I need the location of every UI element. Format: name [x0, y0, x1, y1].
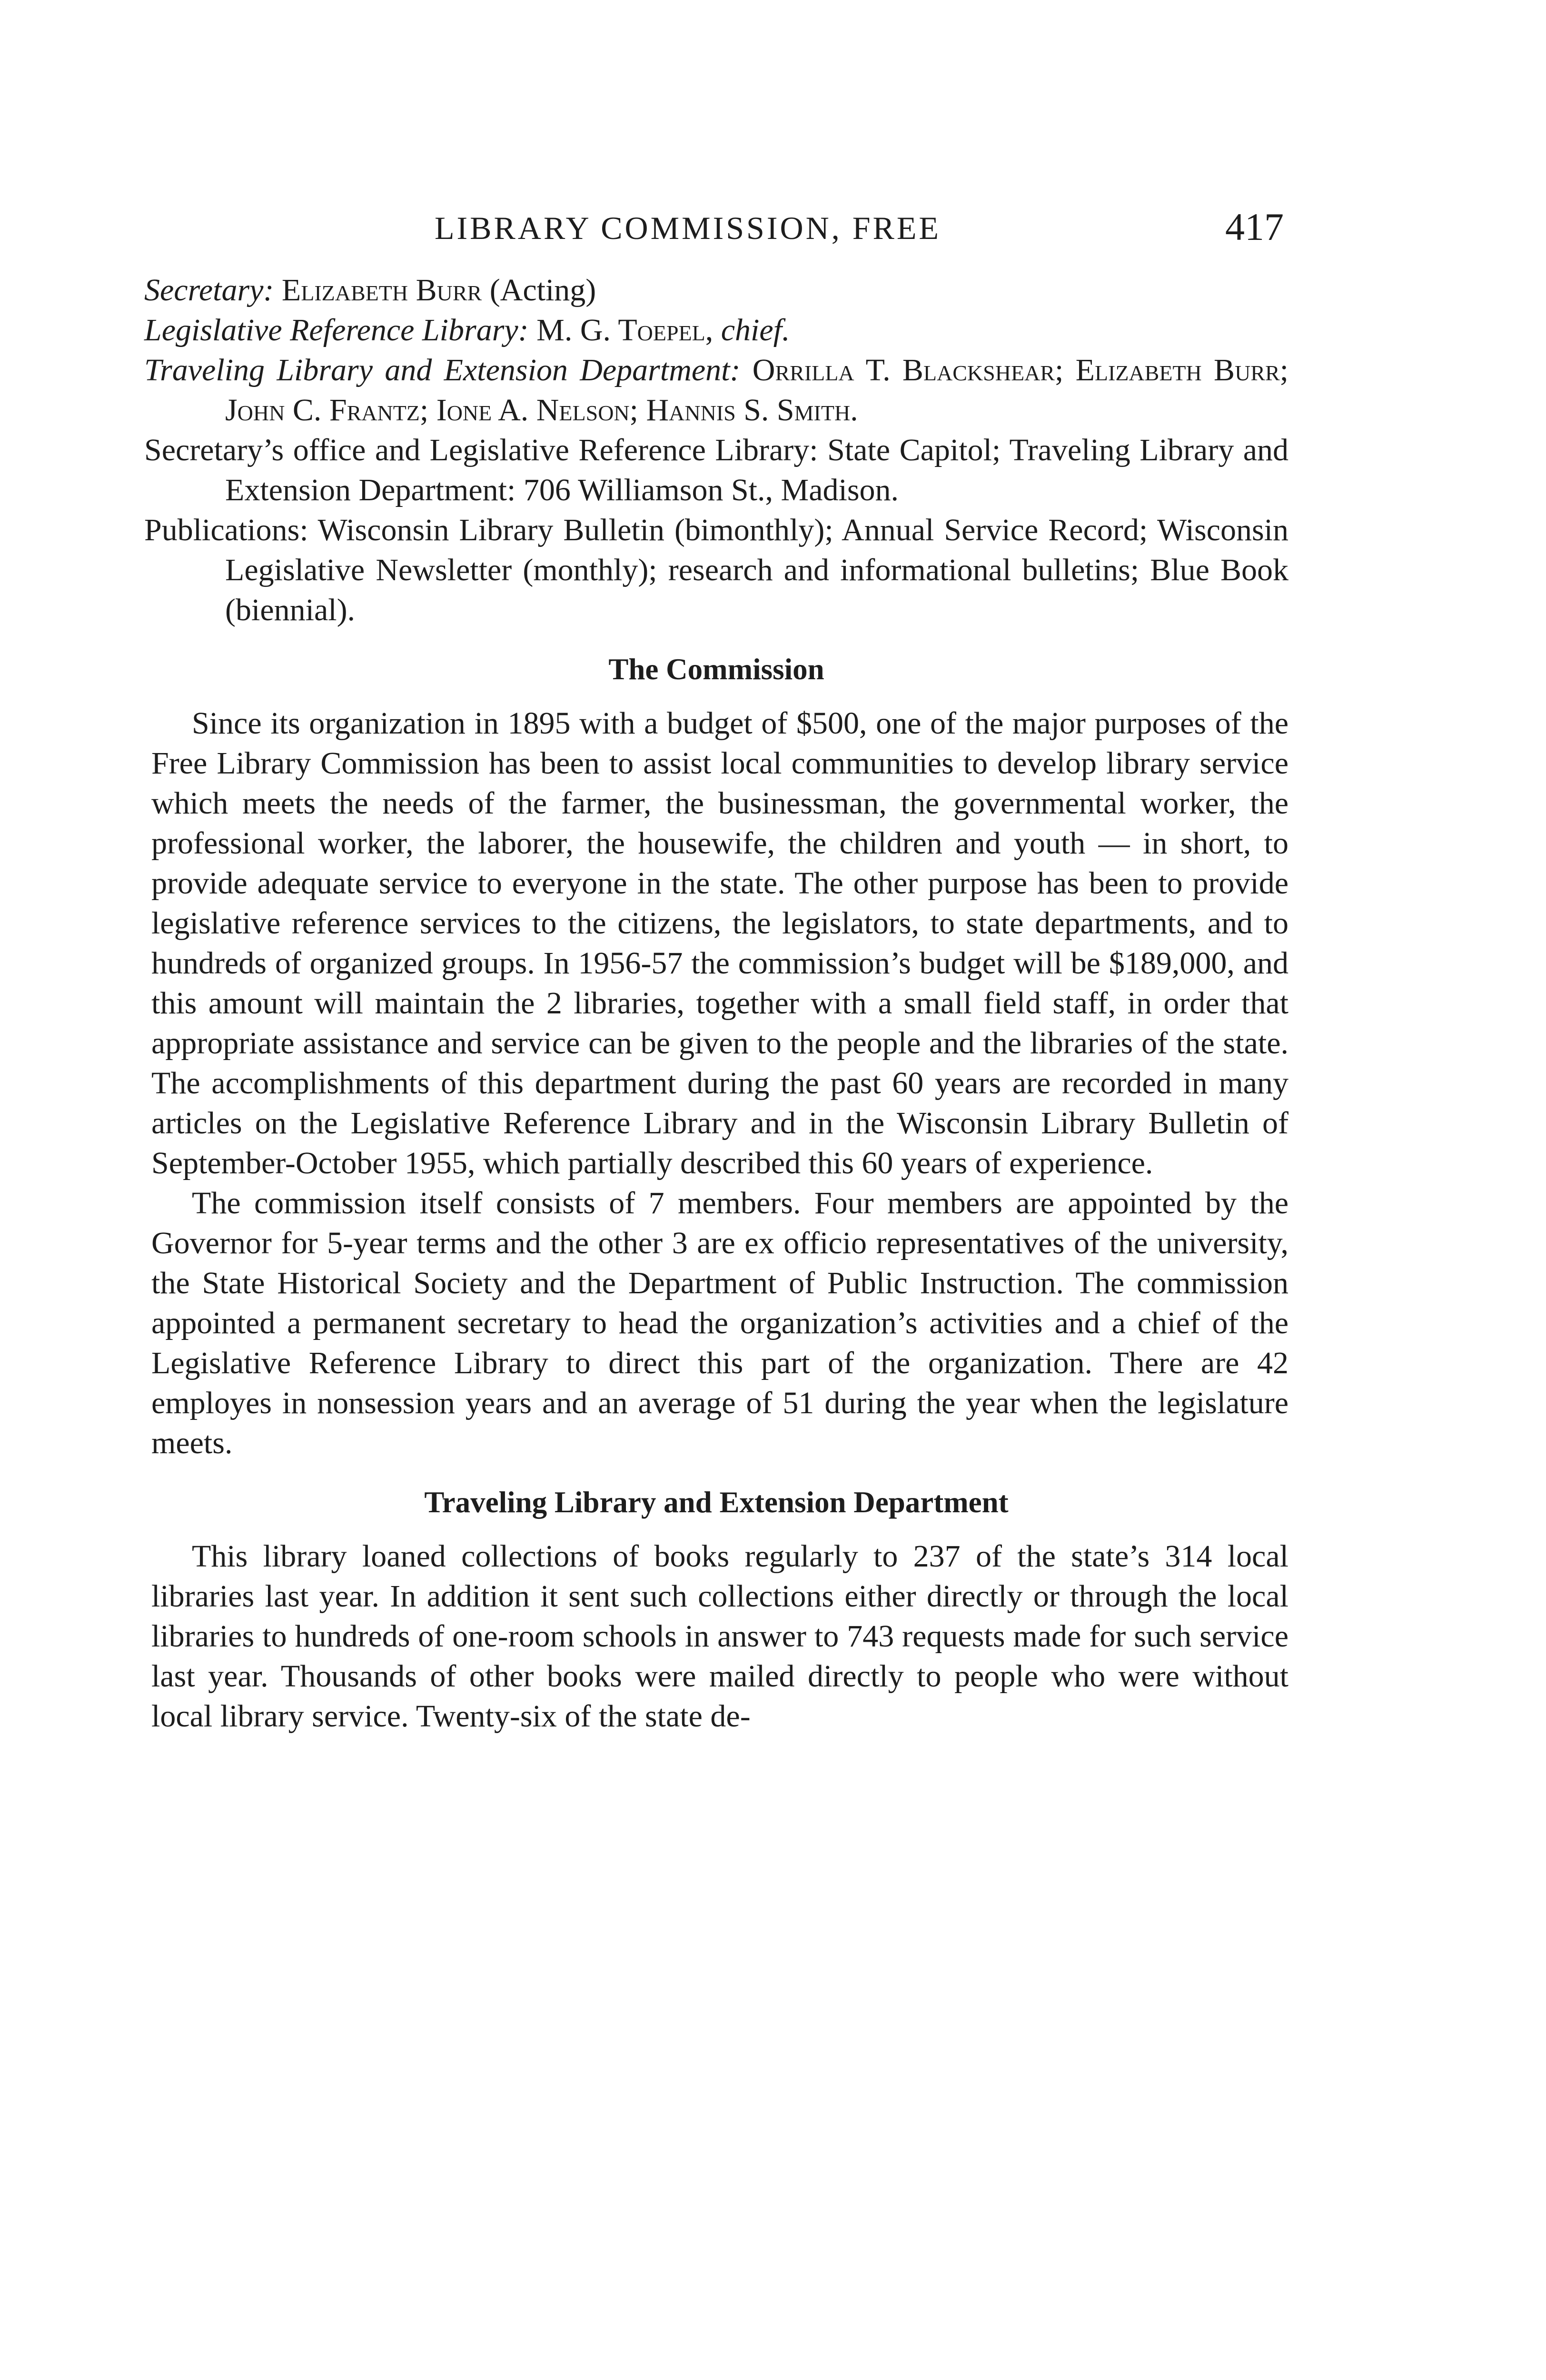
- commission-paragraph-1: Since its organization in 1895 with a budget of $500, one of the major purposes of the Free Library Commission has been to assist local communities to develop library service which meets the needs of the farmer, the businessman, the governmental worker, the professional worker, the laborer, the housewife, the children and youth — in short, to provide adequate service to everyone in the state. The other purpose has been to provide legislative reference services to the citizens, the legislators, to state departments, and to hundreds of organized groups. In 1956-57 the commission’s budget will be $189,000, and this amount will maintain the 2 libraries, together with a small field staff, in order that appropriate assistance and service can be given to the people and the libraries of the state. The accomplishments of this department during the past 60 years are recorded in many articles on the Legislative Reference Library and in the Wisconsin Library Bulletin of September-October 1955, which partially described this 60 years of experience.: [151, 706, 1288, 1180]
- lrl-name: M. G. Toepel,: [536, 313, 714, 347]
- page-number: 417: [1225, 205, 1284, 248]
- running-title: LIBRARY COMMISSION, FREE: [435, 210, 941, 246]
- lrl-title: chief.: [721, 313, 790, 347]
- document-page: [144, 200, 1288, 1736]
- section-heading-traveling-library: Traveling Library and Extension Department: [424, 1486, 1009, 1519]
- tled-label: Traveling Library and Extension Department:: [144, 353, 741, 387]
- traveling-library-staff: [144, 350, 1288, 430]
- secretary-label: Secretary:: [144, 273, 274, 307]
- tled-names: Orrilla T. Blackshear; Elizabeth Burr; John C. Frantz; Ione A. Nelson; Hannis S. Smith.: [225, 353, 1288, 427]
- commission-paragraph-2: The commission itself consists of 7 members. Four members are appointed by the Governor for 5-year terms and the other 3 are ex officio representatives of the university, the State Historical Society and the Department of Public Instruction. The commission appointed a permanent secretary to head the organization’s activities and a chief of the Legislative Reference Library to direct this part of the organization. There are 42 employes in nonsession years and an average of 51 during the year when the legislature meets.: [151, 1186, 1288, 1460]
- section-heading-commission: The Commission: [608, 653, 824, 686]
- lrl-label: Legislative Reference Library:: [144, 313, 529, 347]
- office-locations: Secretary’s office and Legislative Reference Library: State Capitol; Traveling Library and Extension Department: 706 Williamson St., Madison.: [144, 433, 1288, 507]
- traveling-library-paragraph-1: This library loaned collections of books regularly to 237 of the state’s 314 local libraries last year. In addition it sent such collections either directly or through the local libraries to hundreds of one-room schools in answer to 743 requests made for such service last year. Thousands of other books were mailed directly to people who were without local library service. Twenty-six of the state de-: [151, 1539, 1288, 1734]
- secretary-name: Elizabeth Burr: [281, 273, 482, 307]
- secretary-line: [144, 270, 1288, 310]
- legislative-reference-line: [144, 310, 1288, 350]
- secretary-note: (Acting): [489, 273, 596, 307]
- publications-list: Publications: Wisconsin Library Bulletin (bimonthly); Annual Service Record; Wisconsin Legislative Newsletter (monthly); research and informational bulletins; Blue Book (biennial).: [144, 513, 1288, 627]
- running-header: [144, 200, 1288, 252]
